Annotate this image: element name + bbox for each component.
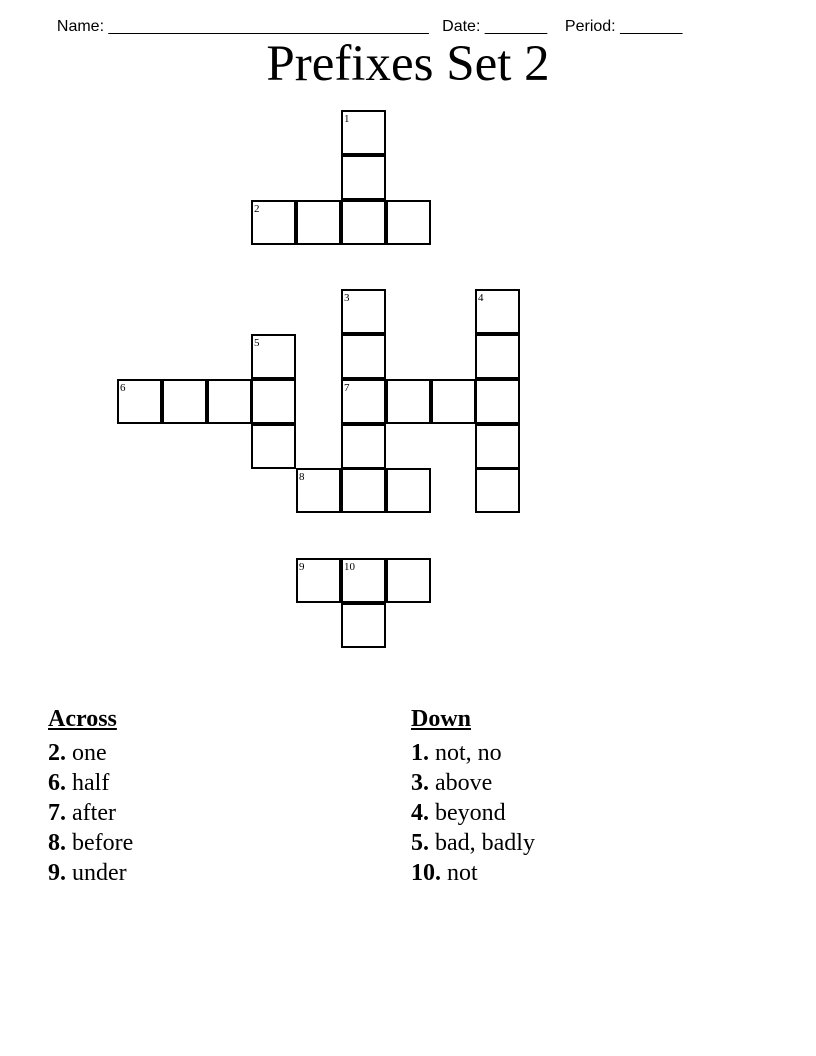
crossword-cell[interactable] xyxy=(341,603,386,648)
cell-number: 6 xyxy=(120,382,126,394)
crossword-cell[interactable] xyxy=(341,155,386,200)
crossword-cell[interactable] xyxy=(296,200,341,245)
crossword-cell[interactable] xyxy=(117,379,162,424)
clue-text: under xyxy=(72,860,127,886)
crossword-cell[interactable] xyxy=(251,334,296,379)
clue-text: above xyxy=(435,770,493,796)
name-field[interactable]: Name: ____________________________________ xyxy=(56,18,429,35)
crossword-cell[interactable] xyxy=(341,424,386,469)
clue-text: half xyxy=(72,770,110,796)
clue-number: 10. xyxy=(411,860,441,886)
page-title: Prefixes Set 2 xyxy=(266,36,550,92)
crossword-cell[interactable] xyxy=(341,200,386,245)
crossword-cell[interactable] xyxy=(207,379,252,424)
crossword-cell[interactable] xyxy=(386,468,431,513)
crossword-cell[interactable] xyxy=(296,468,341,513)
date-field[interactable]: Date: _______ xyxy=(442,18,548,35)
crossword-cell[interactable] xyxy=(386,558,431,603)
crossword-cell[interactable] xyxy=(475,468,520,513)
cell-number: 10 xyxy=(344,561,355,573)
clue-text: beyond xyxy=(435,800,506,826)
clue-item xyxy=(48,798,133,828)
cell-number: 9 xyxy=(299,561,305,573)
crossword-cell[interactable] xyxy=(431,379,476,424)
crossword-cell[interactable] xyxy=(341,289,386,334)
clue-number: 8. xyxy=(48,830,66,856)
crossword-cell[interactable] xyxy=(341,379,386,424)
cell-number: 4 xyxy=(478,292,484,304)
clue-item xyxy=(48,768,133,798)
crossword-cell[interactable] xyxy=(251,379,296,424)
crossword-cell[interactable] xyxy=(386,200,431,245)
down-clues xyxy=(411,704,535,888)
crossword-cell[interactable] xyxy=(296,558,341,603)
cell-number: 5 xyxy=(254,337,260,349)
crossword-cell[interactable] xyxy=(341,334,386,379)
crossword-cell[interactable] xyxy=(251,424,296,469)
clue-number: 9. xyxy=(48,860,66,886)
clue-number: 2. xyxy=(48,740,66,766)
clue-text: one xyxy=(72,740,107,766)
crossword-cell[interactable] xyxy=(341,110,386,155)
clue-number: 1. xyxy=(411,740,429,766)
clue-item xyxy=(48,738,133,768)
clue-number: 7. xyxy=(48,800,66,826)
crossword-cell[interactable] xyxy=(251,200,296,245)
across-heading: Across xyxy=(48,706,117,732)
cell-number: 7 xyxy=(344,382,350,394)
cell-number: 3 xyxy=(344,292,350,304)
clue-number: 4. xyxy=(411,800,429,826)
across-clues xyxy=(48,704,133,888)
crossword-cell[interactable] xyxy=(341,558,386,603)
clue-item xyxy=(411,798,535,828)
down-heading: Down xyxy=(411,706,472,732)
crossword-cell[interactable] xyxy=(475,424,520,469)
clue-number: 6. xyxy=(48,770,66,796)
clue-text: after xyxy=(72,800,116,826)
crossword-cell[interactable] xyxy=(475,334,520,379)
clue-text: not xyxy=(447,860,478,886)
clue-text: bad, badly xyxy=(435,830,535,856)
clue-item xyxy=(48,858,133,888)
crossword-cell[interactable] xyxy=(475,289,520,334)
cell-number: 8 xyxy=(299,471,305,483)
crossword-cell[interactable] xyxy=(475,379,520,424)
clue-item xyxy=(411,828,535,858)
clue-item xyxy=(411,768,535,798)
period-field[interactable]: Period: _______ xyxy=(564,18,683,35)
clue-item xyxy=(411,738,535,768)
clue-number: 3. xyxy=(411,770,429,796)
clue-item xyxy=(48,828,133,858)
cell-number: 1 xyxy=(344,113,350,125)
cell-number: 2 xyxy=(254,203,260,215)
crossword-cell[interactable] xyxy=(341,468,386,513)
crossword-cell[interactable] xyxy=(386,379,431,424)
crossword-cell[interactable] xyxy=(162,379,207,424)
clue-item xyxy=(411,858,535,888)
clue-number: 5. xyxy=(411,830,429,856)
clue-text: not, no xyxy=(435,740,502,766)
clue-text: before xyxy=(72,830,134,856)
